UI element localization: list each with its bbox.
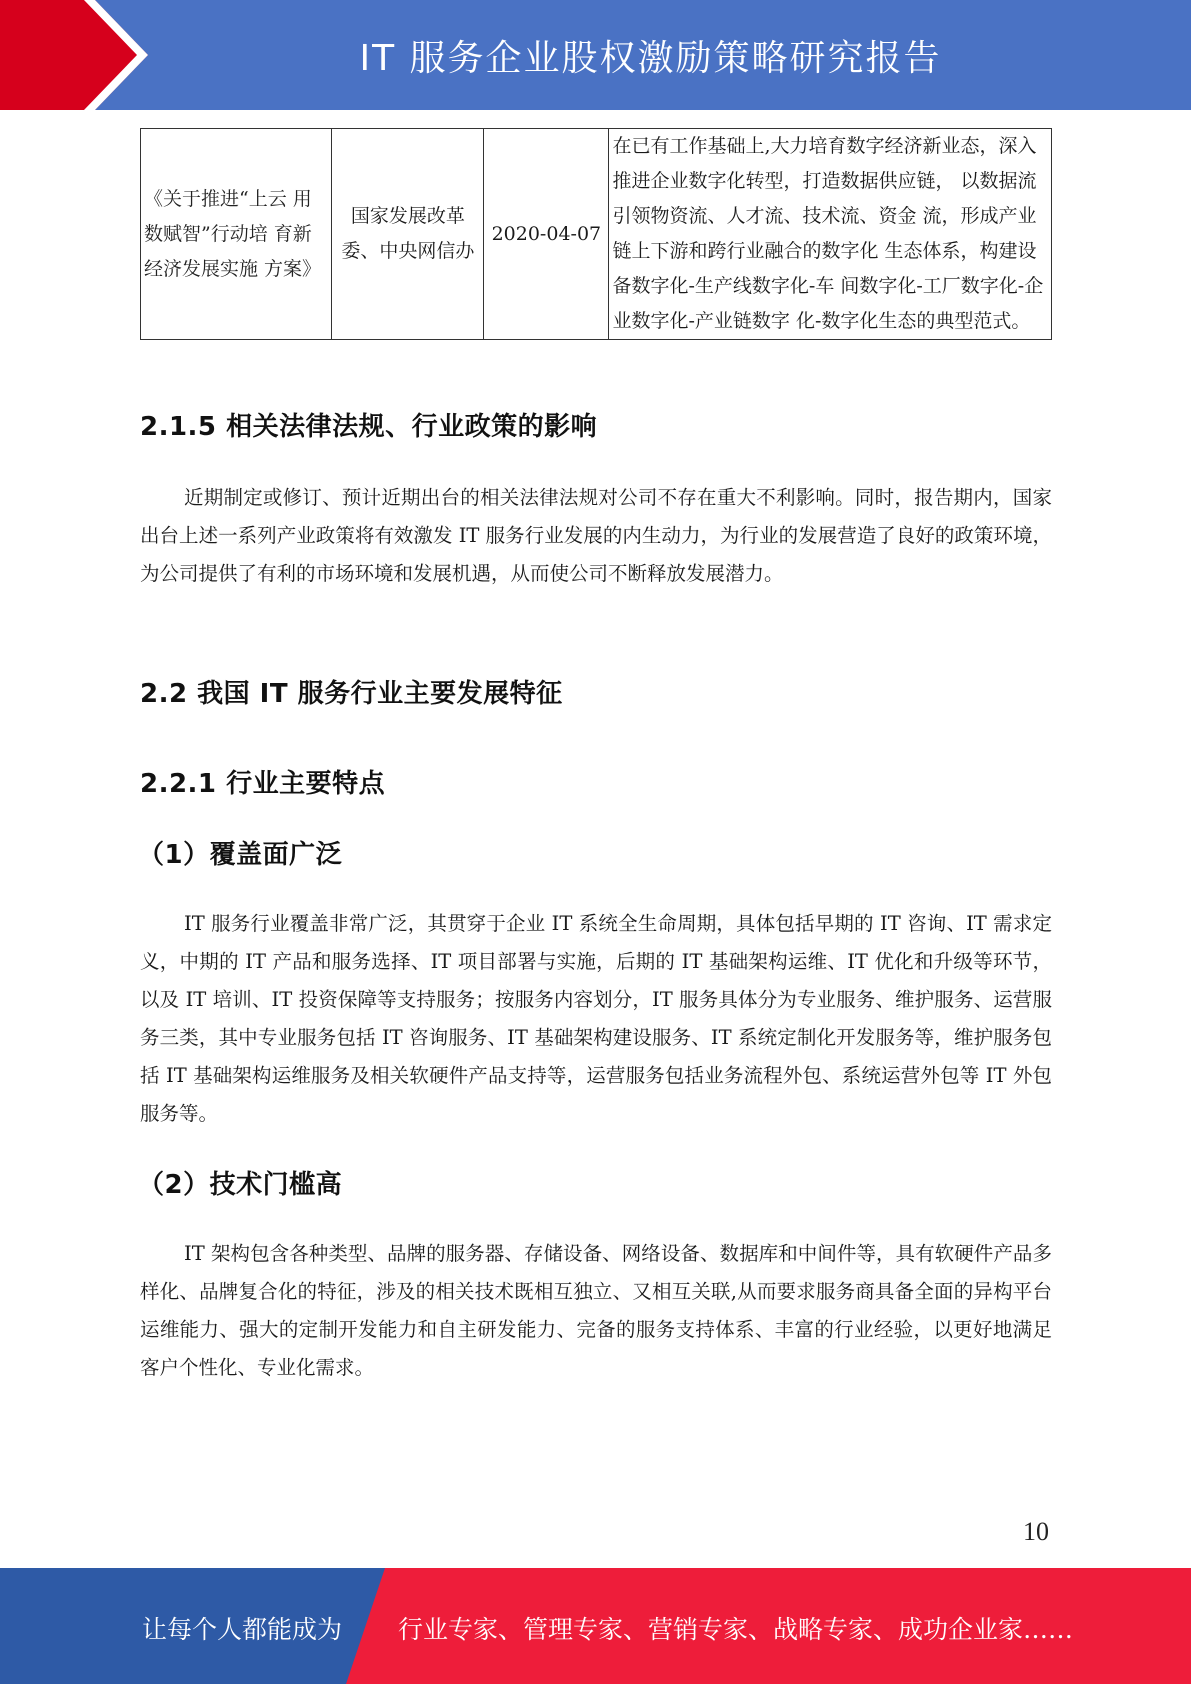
header-title: IT 服务企业股权激励策略研究报告 [359, 38, 942, 79]
subheading-coverage: （1）覆盖面广泛 [138, 840, 343, 870]
page-header [0, 0, 1191, 110]
section-heading-2-2-1: 2.2.1 行业主要特点 [140, 769, 386, 799]
technical-threshold-paragraph: IT 架构包含各种类型、品牌的服务器、存储设备、网络设备、数据库和中间件等，具有软硬件产品多样化、品牌复合化的特征，涉及的相关技术既相互独立、又相互关联,从而要求服务商具备全面的异构平台运维能力、强大的定制开发能力和自主研发能力、完备的服务支持体系、丰富的行业经验，以更好地满足客户个性化、专业化需求。 [140, 1242, 1052, 1379]
policy-content-cell: 在已有工作基础上,大力培育数字经济新业态，深入推进企业数字化转型，打造数据供应链， 以数据流引领物资流、人才流、技术流、资金 流，形成产业链上下游和跨行业融合的数字化 生态体系，构建设备数字化-生产线数字化-车 间数字化-工厂数字化-企业数字化-产业链数字 化-数字化生态的典型范式。 [609, 129, 1052, 340]
coverage-paragraph: IT 服务行业覆盖非常广泛，其贯穿于企业 IT 系统全生命周期，具体包括早期的 IT 咨询、IT 需求定义，中期的 IT 产品和服务选择、IT 项目部署与实施，后期的 IT 基础架构运维、IT 优化和升级等环节，以及 IT 培训、IT 投资保障等支持服务；按服务内容划分，IT 服务具体分为专业服务、维护服务、运营服务三类，其中专业服务包括 IT 咨询服务、IT 基础架构建设服务、IT 系统定制化开发服务等，维护服务包括 IT 基础架构运维服务及相关软硬件产品支持等，运营服务包括业务流程外包、系统运营外包等 IT 外包服务等。 [140, 912, 1052, 1125]
section-2-1-5-paragraph: 近期制定或修订、预计近期出台的相关法律法规对公司不存在重大不利影响。同时，报告期内，国家出台上述一系列产业政策将有效激发 IT 服务行业发展的内生动力，为行业的发展营造了良好的政策环境，为公司提供了有利的市场环境和发展机遇，从而使公司不断释放发展潜力。 [140, 486, 1052, 585]
page-footer [0, 1568, 1191, 1684]
section-heading-2-2: 2.2 我国 IT 服务行业主要发展特征 [140, 679, 563, 709]
page-number: 10 [1023, 1517, 1049, 1546]
footer-slogan-right: 行业专家、管理专家、营销专家、战略专家、成功企业家…… [398, 1615, 1074, 1644]
policy-date-cell: 2020-04-07 [484, 129, 609, 340]
section-heading-2-1-5: 2.1.5 相关法律法规、行业政策的影响 [140, 412, 598, 442]
footer-slogan-left: 让每个人都能成为 [142, 1615, 343, 1644]
policy-department-cell: 国家发展改革委、中央网信办 [332, 129, 484, 340]
policy-name-cell: 《关于推进“上云 用数赋智”行动培 育新经济发展实施 方案》 [141, 129, 332, 340]
table-row [141, 129, 1052, 340]
subheading-technical-threshold: （2）技术门槛高 [138, 1170, 343, 1200]
policy-table [140, 128, 1052, 340]
